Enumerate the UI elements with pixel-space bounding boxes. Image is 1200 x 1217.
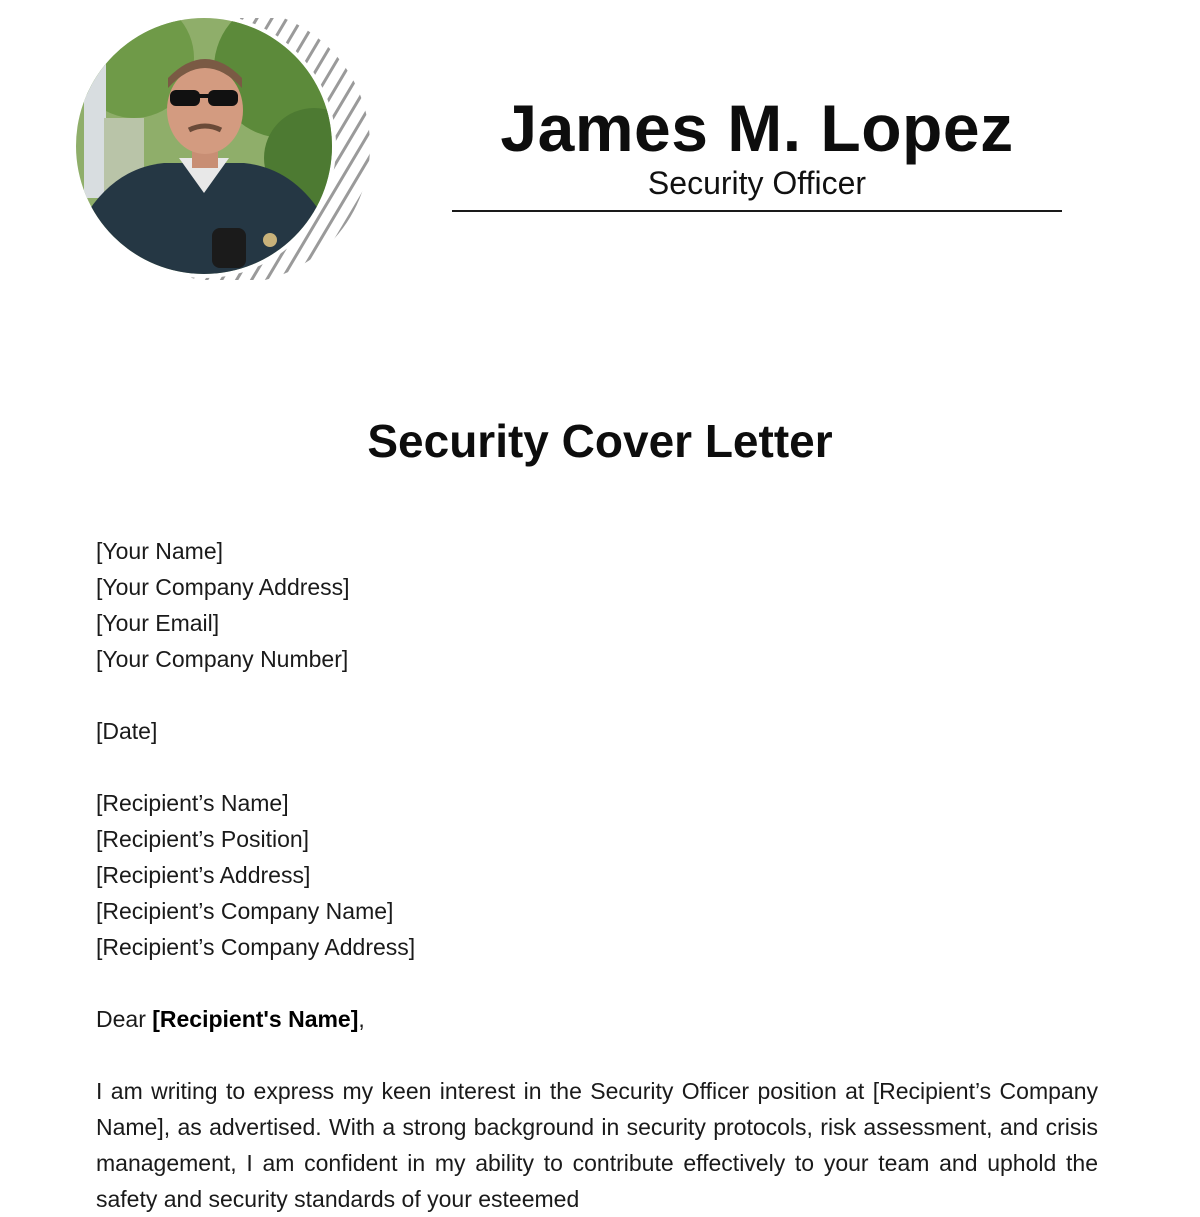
recipient-position: [Recipient’s Position]	[96, 826, 310, 852]
recipient-address: [Recipient’s Address]	[96, 862, 311, 888]
document-title: Security Cover Letter	[367, 415, 833, 467]
letter-date: [Date]	[96, 718, 158, 744]
recipient-company-name: [Recipient’s Company Name]	[96, 898, 394, 924]
person-name: James M. Lopez	[500, 91, 1014, 165]
sender-name: [Your Name]	[96, 538, 223, 564]
profile-photo	[74, 18, 374, 280]
recipient-block	[96, 785, 1098, 965]
sender-number: [Your Company Number]	[96, 646, 349, 672]
sender-address: [Your Company Address]	[96, 574, 350, 600]
salutation	[96, 1001, 1098, 1037]
salutation-suffix: ,	[358, 1006, 365, 1032]
header-divider	[452, 210, 1062, 212]
salutation-prefix: Dear	[96, 1006, 153, 1032]
salutation-name: [Recipient's Name]	[152, 1006, 359, 1032]
recipient-name: [Recipient’s Name]	[96, 790, 289, 816]
person-role: Security Officer	[647, 165, 867, 201]
sender-email: [Your Email]	[96, 610, 220, 636]
profile-photo-art	[74, 18, 374, 280]
recipient-company-address: [Recipient’s Company Address]	[96, 934, 416, 960]
letter-body	[96, 533, 1098, 1217]
sender-block	[96, 533, 1098, 677]
header	[452, 88, 1062, 202]
body-paragraph-1: I am writing to express my keen interest in the Security Officer position at [Recipient’s Company Name], as advertised. With a strong background in security protocols, risk assessment, and crisis management, I am confident in my ability to contribute effectively to your team and uphold the safety and security standards of your esteemed	[96, 1078, 1098, 1212]
